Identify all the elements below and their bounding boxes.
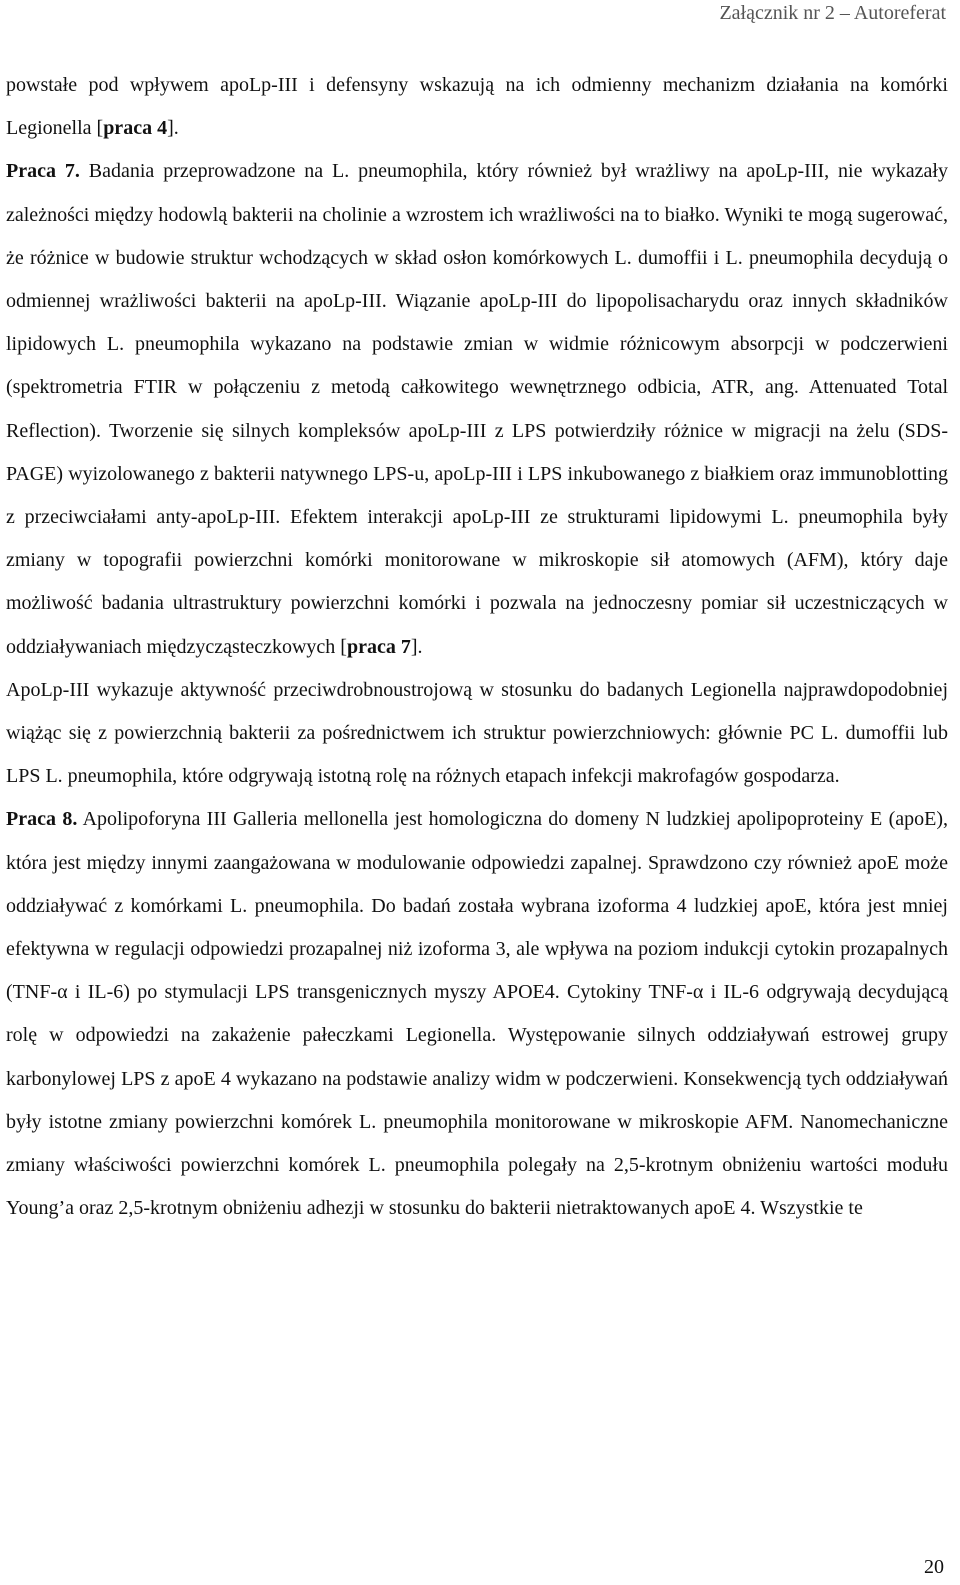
text-segment: ]. (410, 635, 423, 658)
paragraph-praca-4-ending (6, 64, 948, 150)
citation-praca-7: praca 7 (346, 635, 411, 658)
document-body (6, 64, 948, 1230)
page-number: 20 (924, 1556, 944, 1578)
document-header: Załącznik nr 2 – Autoreferat (719, 2, 946, 24)
heading-praca-7: Praca 7. (6, 160, 80, 183)
text-segment: Apolipoforyna III Galleria mellonella jest homologiczna do domeny N ludzkiej apolipoproteiny E (apoE), która jest między innymi zaangażowana w modulowanie odpowiedzi zapalnej. Sprawdzono czy również apoE może oddziaływać z komórkami L. pneumophila. Do badań została wybrana izoforma 4 ludzkiej apoE, która jest mniej efektywna w regulacji odpowiedzi prozapalnej niż izoforma 3, ale wpływa na poziom indukcji cytokin prozapalnych (TNF-α i IL-6) po stymulacji LPS transgenicznych myszy APOE4. Cytokiny TNF-α i IL-6 odgrywają decydującą rolę w odpowiedzi na zakażenie pałeczkami Legionella. Występowanie silnych oddziaływań estrowej grupy karbonylowej LPS z apoE 4 wykazano na podstawie analizy widm w podczerwieni. Konsekwencją tych oddziaływań były istotne zmiany powierzchni komórek L. pneumophila monitorowane w mikroskopie AFM. Nanomechaniczne zmiany właściwości powierzchni komórek L. pneumophila polegały na 2,5-krotnym obniżeniu wartości modułu Young’a oraz 2,5-krotnym obniżeniu adhezji w stosunku do bakterii nietraktowanych apoE 4. Wszystkie te (6, 808, 948, 1220)
text-segment: ApoLp-III wykazuje aktywność przeciwdrobnoustrojową w stosunku do badanych Legionella najprawdopodobniej wiążąc się z powierzchnią bakterii za pośrednictwem ich struktur powierzchniowych: głównie PC L. dumoffii lub LPS L. pneumophila, które odgrywają istotną rolę na różnych etapach infekcji makrofagów gospodarza. (6, 678, 948, 788)
paragraph-praca-8 (6, 798, 948, 1230)
paragraph-praca-7 (6, 150, 948, 668)
text-segment: Badania przeprowadzone na L. pneumophila, który również był wrażliwy na apoLp-III, nie wykazały zależności między hodowlą bakterii na cholinie a wzrostem ich wrażliwości na to białko. Wyniki te mogą sugerować, że różnice w budowie struktur wchodzących w skład osłon komórkowych L. dumoffii i L. pneumophila decydują o odmiennej wrażliwości bakterii na apoLp-III. Wiązanie apoLp-III do lipopolisacharydu oraz innych składników lipidowych L. pneumophila wykazano na podstawie zmian w widmie różnicowym absorpcji w podczerwieni (spektrometria FTIR w połączeniu z metodą całkowitego wewnętrznego odbicia, ATR, ang. Attenuated Total Reflection). Tworzenie się silnych kompleksów apoLp-III z LPS potwierdziły różnice w migracji na żelu (SDS-PAGE) wyizolowanego z bakterii natywnego LPS-u, apoLp-III i LPS inkubowanego z białkiem oraz immunoblotting z przeciwciałami anty-apoLp-III. Efektem interakcji apoLp-III ze strukturami lipidowymi L. pneumophila były zmiany w topografii powierzchni komórki monitorowane w mikroskopie sił atomowych (AFM), który daje możliwość badania ultrastruktury powierzchni komórki i pozwala na jednoczesny pomiar sił uczestniczących w oddziaływaniach międzycząsteczkowych [ (6, 160, 948, 658)
text-segment: powstałe pod wpływem apoLp-III i defensyny wskazują na ich odmienny mechanizm działania na komórki Legionella [ (6, 74, 948, 140)
text-segment: ]. (167, 117, 179, 140)
heading-praca-8: Praca 8. (6, 808, 78, 831)
citation-praca-4: praca 4 (103, 117, 168, 140)
paragraph-summary-apolp (6, 669, 948, 799)
